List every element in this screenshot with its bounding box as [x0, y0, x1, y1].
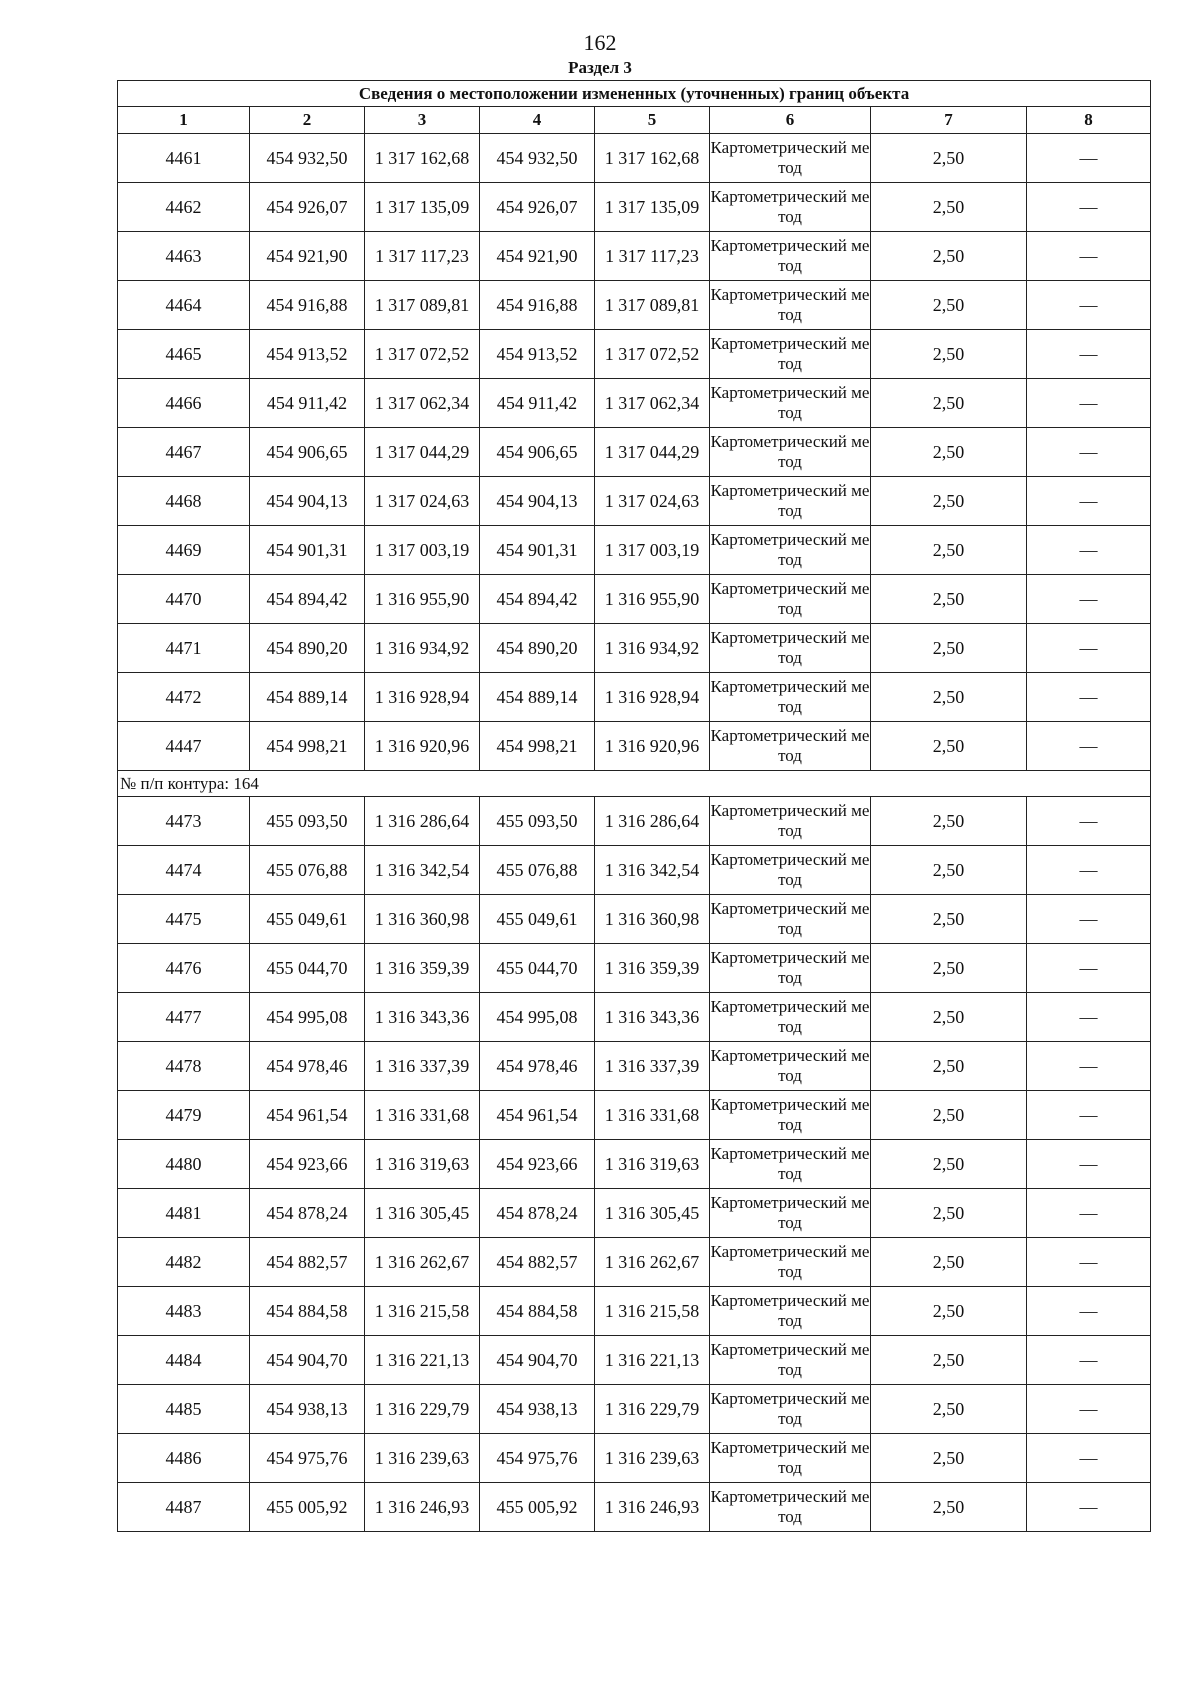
y-old-cell: 1 317 024,63 — [365, 477, 480, 526]
accuracy-cell: 2,50 — [871, 1140, 1027, 1189]
y-new-cell: 1 316 305,45 — [595, 1189, 710, 1238]
table-row — [118, 797, 1151, 846]
table-row — [118, 232, 1151, 281]
x-old-cell: 454 882,57 — [250, 1238, 365, 1287]
y-old-cell: 1 316 359,39 — [365, 944, 480, 993]
x-old-cell: 454 890,20 — [250, 624, 365, 673]
point-number-cell: 4478 — [118, 1042, 250, 1091]
contour-label: № п/п контура: 164 — [118, 771, 1151, 797]
x-new-cell: 454 904,70 — [480, 1336, 595, 1385]
description-cell: — — [1027, 1238, 1151, 1287]
y-old-cell: 1 316 239,63 — [365, 1434, 480, 1483]
description-cell: — — [1027, 722, 1151, 771]
column-number: 1 — [118, 107, 250, 134]
description-cell: — — [1027, 1140, 1151, 1189]
method-cell: Картометрический метод — [710, 281, 871, 330]
y-new-cell: 1 316 337,39 — [595, 1042, 710, 1091]
point-number-cell: 4467 — [118, 428, 250, 477]
table-row — [118, 1189, 1151, 1238]
x-old-cell: 454 911,42 — [250, 379, 365, 428]
table-row — [118, 673, 1151, 722]
y-old-cell: 1 316 337,39 — [365, 1042, 480, 1091]
method-cell: Картометрический метод — [710, 526, 871, 575]
x-old-cell: 455 076,88 — [250, 846, 365, 895]
y-old-cell: 1 317 135,09 — [365, 183, 480, 232]
x-old-cell: 454 975,76 — [250, 1434, 365, 1483]
accuracy-cell: 2,50 — [871, 944, 1027, 993]
point-number-cell: 4484 — [118, 1336, 250, 1385]
description-cell: — — [1027, 1434, 1151, 1483]
y-old-cell: 1 316 955,90 — [365, 575, 480, 624]
x-old-cell: 454 961,54 — [250, 1091, 365, 1140]
x-old-cell: 454 904,13 — [250, 477, 365, 526]
point-number-cell: 4469 — [118, 526, 250, 575]
point-number-cell: 4487 — [118, 1483, 250, 1532]
accuracy-cell: 2,50 — [871, 281, 1027, 330]
accuracy-cell: 2,50 — [871, 895, 1027, 944]
y-new-cell: 1 316 229,79 — [595, 1385, 710, 1434]
table-row — [118, 1336, 1151, 1385]
x-new-cell: 454 932,50 — [480, 134, 595, 183]
x-new-cell: 454 911,42 — [480, 379, 595, 428]
accuracy-cell: 2,50 — [871, 797, 1027, 846]
x-new-cell: 454 975,76 — [480, 1434, 595, 1483]
x-old-cell: 454 901,31 — [250, 526, 365, 575]
method-cell: Картометрический метод — [710, 1238, 871, 1287]
method-cell: Картометрический метод — [710, 624, 871, 673]
point-number-cell: 4471 — [118, 624, 250, 673]
x-new-cell: 454 901,31 — [480, 526, 595, 575]
column-number: 2 — [250, 107, 365, 134]
x-old-cell: 454 998,21 — [250, 722, 365, 771]
table-row — [118, 379, 1151, 428]
method-cell: Картометрический метод — [710, 1287, 871, 1336]
point-number-cell: 4479 — [118, 1091, 250, 1140]
accuracy-cell: 2,50 — [871, 624, 1027, 673]
method-cell: Картометрический метод — [710, 1140, 871, 1189]
method-cell: Картометрический метод — [710, 1042, 871, 1091]
y-new-cell: 1 316 928,94 — [595, 673, 710, 722]
x-old-cell: 454 913,52 — [250, 330, 365, 379]
point-number-cell: 4480 — [118, 1140, 250, 1189]
table-row — [118, 575, 1151, 624]
y-old-cell: 1 316 319,63 — [365, 1140, 480, 1189]
y-new-cell: 1 316 331,68 — [595, 1091, 710, 1140]
table-row — [118, 1385, 1151, 1434]
x-new-cell: 454 998,21 — [480, 722, 595, 771]
description-cell: — — [1027, 134, 1151, 183]
x-old-cell: 454 932,50 — [250, 134, 365, 183]
x-new-cell: 454 916,88 — [480, 281, 595, 330]
y-new-cell: 1 316 239,63 — [595, 1434, 710, 1483]
accuracy-cell: 2,50 — [871, 1434, 1027, 1483]
y-new-cell: 1 316 360,98 — [595, 895, 710, 944]
description-cell: — — [1027, 1336, 1151, 1385]
accuracy-cell: 2,50 — [871, 722, 1027, 771]
column-number: 4 — [480, 107, 595, 134]
table-row — [118, 895, 1151, 944]
page-number: 162 — [583, 30, 617, 55]
method-cell: Картометрический метод — [710, 379, 871, 428]
table-row — [118, 477, 1151, 526]
x-old-cell: 454 906,65 — [250, 428, 365, 477]
point-number-cell: 4464 — [118, 281, 250, 330]
x-new-cell: 454 882,57 — [480, 1238, 595, 1287]
method-cell: Картометрический метод — [710, 1434, 871, 1483]
point-number-cell: 4462 — [118, 183, 250, 232]
y-old-cell: 1 316 920,96 — [365, 722, 480, 771]
y-new-cell: 1 316 319,63 — [595, 1140, 710, 1189]
table-row — [118, 134, 1151, 183]
y-old-cell: 1 316 221,13 — [365, 1336, 480, 1385]
x-new-cell: 454 894,42 — [480, 575, 595, 624]
method-cell: Картометрический метод — [710, 1336, 871, 1385]
y-old-cell: 1 316 215,58 — [365, 1287, 480, 1336]
x-new-cell: 454 890,20 — [480, 624, 595, 673]
x-new-cell: 454 923,66 — [480, 1140, 595, 1189]
y-new-cell: 1 316 215,58 — [595, 1287, 710, 1336]
x-new-cell: 454 878,24 — [480, 1189, 595, 1238]
x-old-cell: 454 916,88 — [250, 281, 365, 330]
method-cell: Картометрический метод — [710, 944, 871, 993]
y-new-cell: 1 317 044,29 — [595, 428, 710, 477]
y-new-cell: 1 316 955,90 — [595, 575, 710, 624]
method-cell: Картометрический метод — [710, 797, 871, 846]
x-old-cell: 454 995,08 — [250, 993, 365, 1042]
y-new-cell: 1 316 262,67 — [595, 1238, 710, 1287]
y-new-cell: 1 317 062,34 — [595, 379, 710, 428]
table-row — [118, 183, 1151, 232]
description-cell: — — [1027, 895, 1151, 944]
y-new-cell: 1 316 246,93 — [595, 1483, 710, 1532]
accuracy-cell: 2,50 — [871, 330, 1027, 379]
y-old-cell: 1 317 062,34 — [365, 379, 480, 428]
x-new-cell: 454 938,13 — [480, 1385, 595, 1434]
column-number-row — [118, 107, 1151, 134]
y-old-cell: 1 317 003,19 — [365, 526, 480, 575]
x-old-cell: 454 878,24 — [250, 1189, 365, 1238]
point-number-cell: 4482 — [118, 1238, 250, 1287]
method-cell: Картометрический метод — [710, 330, 871, 379]
x-new-cell: 454 995,08 — [480, 993, 595, 1042]
accuracy-cell: 2,50 — [871, 1483, 1027, 1532]
description-cell: — — [1027, 183, 1151, 232]
x-old-cell: 454 926,07 — [250, 183, 365, 232]
x-new-cell: 455 093,50 — [480, 797, 595, 846]
method-cell: Картометрический метод — [710, 134, 871, 183]
description-cell: — — [1027, 993, 1151, 1042]
table-row — [118, 993, 1151, 1042]
x-new-cell: 454 921,90 — [480, 232, 595, 281]
column-number: 3 — [365, 107, 480, 134]
accuracy-cell: 2,50 — [871, 1287, 1027, 1336]
method-cell: Картометрический метод — [710, 846, 871, 895]
point-number-cell: 4474 — [118, 846, 250, 895]
method-cell: Картометрический метод — [710, 232, 871, 281]
y-old-cell: 1 316 360,98 — [365, 895, 480, 944]
y-old-cell: 1 317 072,52 — [365, 330, 480, 379]
table-caption: Сведения о местоположении измененных (уточненных) границ объекта — [118, 81, 1151, 107]
y-new-cell: 1 317 089,81 — [595, 281, 710, 330]
table-body — [118, 134, 1151, 1532]
y-old-cell: 1 316 229,79 — [365, 1385, 480, 1434]
y-new-cell: 1 316 343,36 — [595, 993, 710, 1042]
accuracy-cell: 2,50 — [871, 1238, 1027, 1287]
accuracy-cell: 2,50 — [871, 673, 1027, 722]
x-old-cell: 454 923,66 — [250, 1140, 365, 1189]
table-row — [118, 1287, 1151, 1336]
method-cell: Картометрический метод — [710, 477, 871, 526]
table-row — [118, 1238, 1151, 1287]
description-cell: — — [1027, 477, 1151, 526]
y-new-cell: 1 316 920,96 — [595, 722, 710, 771]
accuracy-cell: 2,50 — [871, 1336, 1027, 1385]
y-old-cell: 1 316 342,54 — [365, 846, 480, 895]
contour-row — [118, 771, 1151, 797]
y-old-cell: 1 316 305,45 — [365, 1189, 480, 1238]
x-old-cell: 455 049,61 — [250, 895, 365, 944]
column-number: 8 — [1027, 107, 1151, 134]
description-cell: — — [1027, 673, 1151, 722]
accuracy-cell: 2,50 — [871, 183, 1027, 232]
x-old-cell: 454 889,14 — [250, 673, 365, 722]
x-new-cell: 454 904,13 — [480, 477, 595, 526]
y-new-cell: 1 317 072,52 — [595, 330, 710, 379]
table-row — [118, 624, 1151, 673]
table-row — [118, 1434, 1151, 1483]
y-new-cell: 1 317 135,09 — [595, 183, 710, 232]
x-old-cell: 454 904,70 — [250, 1336, 365, 1385]
description-cell: — — [1027, 1287, 1151, 1336]
accuracy-cell: 2,50 — [871, 526, 1027, 575]
method-cell: Картометрический метод — [710, 1483, 871, 1532]
y-old-cell: 1 316 286,64 — [365, 797, 480, 846]
accuracy-cell: 2,50 — [871, 846, 1027, 895]
description-cell: — — [1027, 575, 1151, 624]
method-cell: Картометрический метод — [710, 722, 871, 771]
table-row — [118, 846, 1151, 895]
description-cell: — — [1027, 526, 1151, 575]
table-row — [118, 944, 1151, 993]
description-cell: — — [1027, 624, 1151, 673]
table-row — [118, 281, 1151, 330]
description-cell: — — [1027, 232, 1151, 281]
column-number: 6 — [710, 107, 871, 134]
x-old-cell: 455 093,50 — [250, 797, 365, 846]
y-new-cell: 1 316 342,54 — [595, 846, 710, 895]
x-new-cell: 455 049,61 — [480, 895, 595, 944]
description-cell: — — [1027, 1189, 1151, 1238]
y-old-cell: 1 317 117,23 — [365, 232, 480, 281]
y-new-cell: 1 317 024,63 — [595, 477, 710, 526]
accuracy-cell: 2,50 — [871, 993, 1027, 1042]
x-new-cell: 454 913,52 — [480, 330, 595, 379]
accuracy-cell: 2,50 — [871, 575, 1027, 624]
table-row — [118, 1483, 1151, 1532]
point-number-cell: 4475 — [118, 895, 250, 944]
description-cell: — — [1027, 379, 1151, 428]
description-cell: — — [1027, 281, 1151, 330]
description-cell: — — [1027, 1483, 1151, 1532]
table-row — [118, 722, 1151, 771]
accuracy-cell: 2,50 — [871, 428, 1027, 477]
x-new-cell: 454 906,65 — [480, 428, 595, 477]
method-cell: Картометрический метод — [710, 993, 871, 1042]
method-cell: Картометрический метод — [710, 428, 871, 477]
table-row — [118, 1042, 1151, 1091]
point-number-cell: 4486 — [118, 1434, 250, 1483]
y-old-cell: 1 316 331,68 — [365, 1091, 480, 1140]
y-new-cell: 1 316 934,92 — [595, 624, 710, 673]
point-number-cell: 4465 — [118, 330, 250, 379]
x-old-cell: 455 044,70 — [250, 944, 365, 993]
point-number-cell: 4476 — [118, 944, 250, 993]
accuracy-cell: 2,50 — [871, 379, 1027, 428]
y-new-cell: 1 317 003,19 — [595, 526, 710, 575]
description-cell: — — [1027, 797, 1151, 846]
y-old-cell: 1 316 262,67 — [365, 1238, 480, 1287]
accuracy-cell: 2,50 — [871, 134, 1027, 183]
accuracy-cell: 2,50 — [871, 1385, 1027, 1434]
point-number-cell: 4477 — [118, 993, 250, 1042]
x-new-cell: 455 076,88 — [480, 846, 595, 895]
x-new-cell: 455 044,70 — [480, 944, 595, 993]
method-cell: Картометрический метод — [710, 1189, 871, 1238]
table-row — [118, 330, 1151, 379]
section-title: Раздел 3 — [568, 58, 632, 77]
point-number-cell: 4472 — [118, 673, 250, 722]
x-old-cell: 455 005,92 — [250, 1483, 365, 1532]
method-cell: Картометрический метод — [710, 575, 871, 624]
x-old-cell: 454 938,13 — [250, 1385, 365, 1434]
method-cell: Картометрический метод — [710, 1091, 871, 1140]
x-old-cell: 454 884,58 — [250, 1287, 365, 1336]
x-old-cell: 454 921,90 — [250, 232, 365, 281]
point-number-cell: 4461 — [118, 134, 250, 183]
y-old-cell: 1 317 044,29 — [365, 428, 480, 477]
y-old-cell: 1 317 162,68 — [365, 134, 480, 183]
method-cell: Картометрический метод — [710, 673, 871, 722]
x-new-cell: 454 978,46 — [480, 1042, 595, 1091]
column-number: 7 — [871, 107, 1027, 134]
point-number-cell: 4473 — [118, 797, 250, 846]
method-cell: Картометрический метод — [710, 183, 871, 232]
y-old-cell: 1 316 928,94 — [365, 673, 480, 722]
point-number-cell: 4483 — [118, 1287, 250, 1336]
column-number: 5 — [595, 107, 710, 134]
x-old-cell: 454 894,42 — [250, 575, 365, 624]
x-new-cell: 454 889,14 — [480, 673, 595, 722]
y-old-cell: 1 316 246,93 — [365, 1483, 480, 1532]
accuracy-cell: 2,50 — [871, 232, 1027, 281]
boundary-coordinates-table — [117, 80, 1151, 1532]
y-old-cell: 1 317 089,81 — [365, 281, 480, 330]
description-cell: — — [1027, 428, 1151, 477]
method-cell: Картометрический метод — [710, 1385, 871, 1434]
point-number-cell: 4466 — [118, 379, 250, 428]
description-cell: — — [1027, 944, 1151, 993]
y-new-cell: 1 317 117,23 — [595, 232, 710, 281]
point-number-cell: 4481 — [118, 1189, 250, 1238]
x-new-cell: 455 005,92 — [480, 1483, 595, 1532]
accuracy-cell: 2,50 — [871, 1189, 1027, 1238]
y-old-cell: 1 316 343,36 — [365, 993, 480, 1042]
table-row — [118, 1091, 1151, 1140]
y-new-cell: 1 316 359,39 — [595, 944, 710, 993]
description-cell: — — [1027, 846, 1151, 895]
y-new-cell: 1 316 286,64 — [595, 797, 710, 846]
description-cell: — — [1027, 330, 1151, 379]
method-cell: Картометрический метод — [710, 895, 871, 944]
table-row — [118, 428, 1151, 477]
x-new-cell: 454 926,07 — [480, 183, 595, 232]
y-new-cell: 1 317 162,68 — [595, 134, 710, 183]
accuracy-cell: 2,50 — [871, 477, 1027, 526]
description-cell: — — [1027, 1385, 1151, 1434]
point-number-cell: 4463 — [118, 232, 250, 281]
point-number-cell: 4468 — [118, 477, 250, 526]
y-new-cell: 1 316 221,13 — [595, 1336, 710, 1385]
x-new-cell: 454 961,54 — [480, 1091, 595, 1140]
x-new-cell: 454 884,58 — [480, 1287, 595, 1336]
point-number-cell: 4485 — [118, 1385, 250, 1434]
table-row — [118, 1140, 1151, 1189]
accuracy-cell: 2,50 — [871, 1042, 1027, 1091]
description-cell: — — [1027, 1091, 1151, 1140]
description-cell: — — [1027, 1042, 1151, 1091]
point-number-cell: 4470 — [118, 575, 250, 624]
table-row — [118, 526, 1151, 575]
y-old-cell: 1 316 934,92 — [365, 624, 480, 673]
accuracy-cell: 2,50 — [871, 1091, 1027, 1140]
point-number-cell: 4447 — [118, 722, 250, 771]
x-old-cell: 454 978,46 — [250, 1042, 365, 1091]
